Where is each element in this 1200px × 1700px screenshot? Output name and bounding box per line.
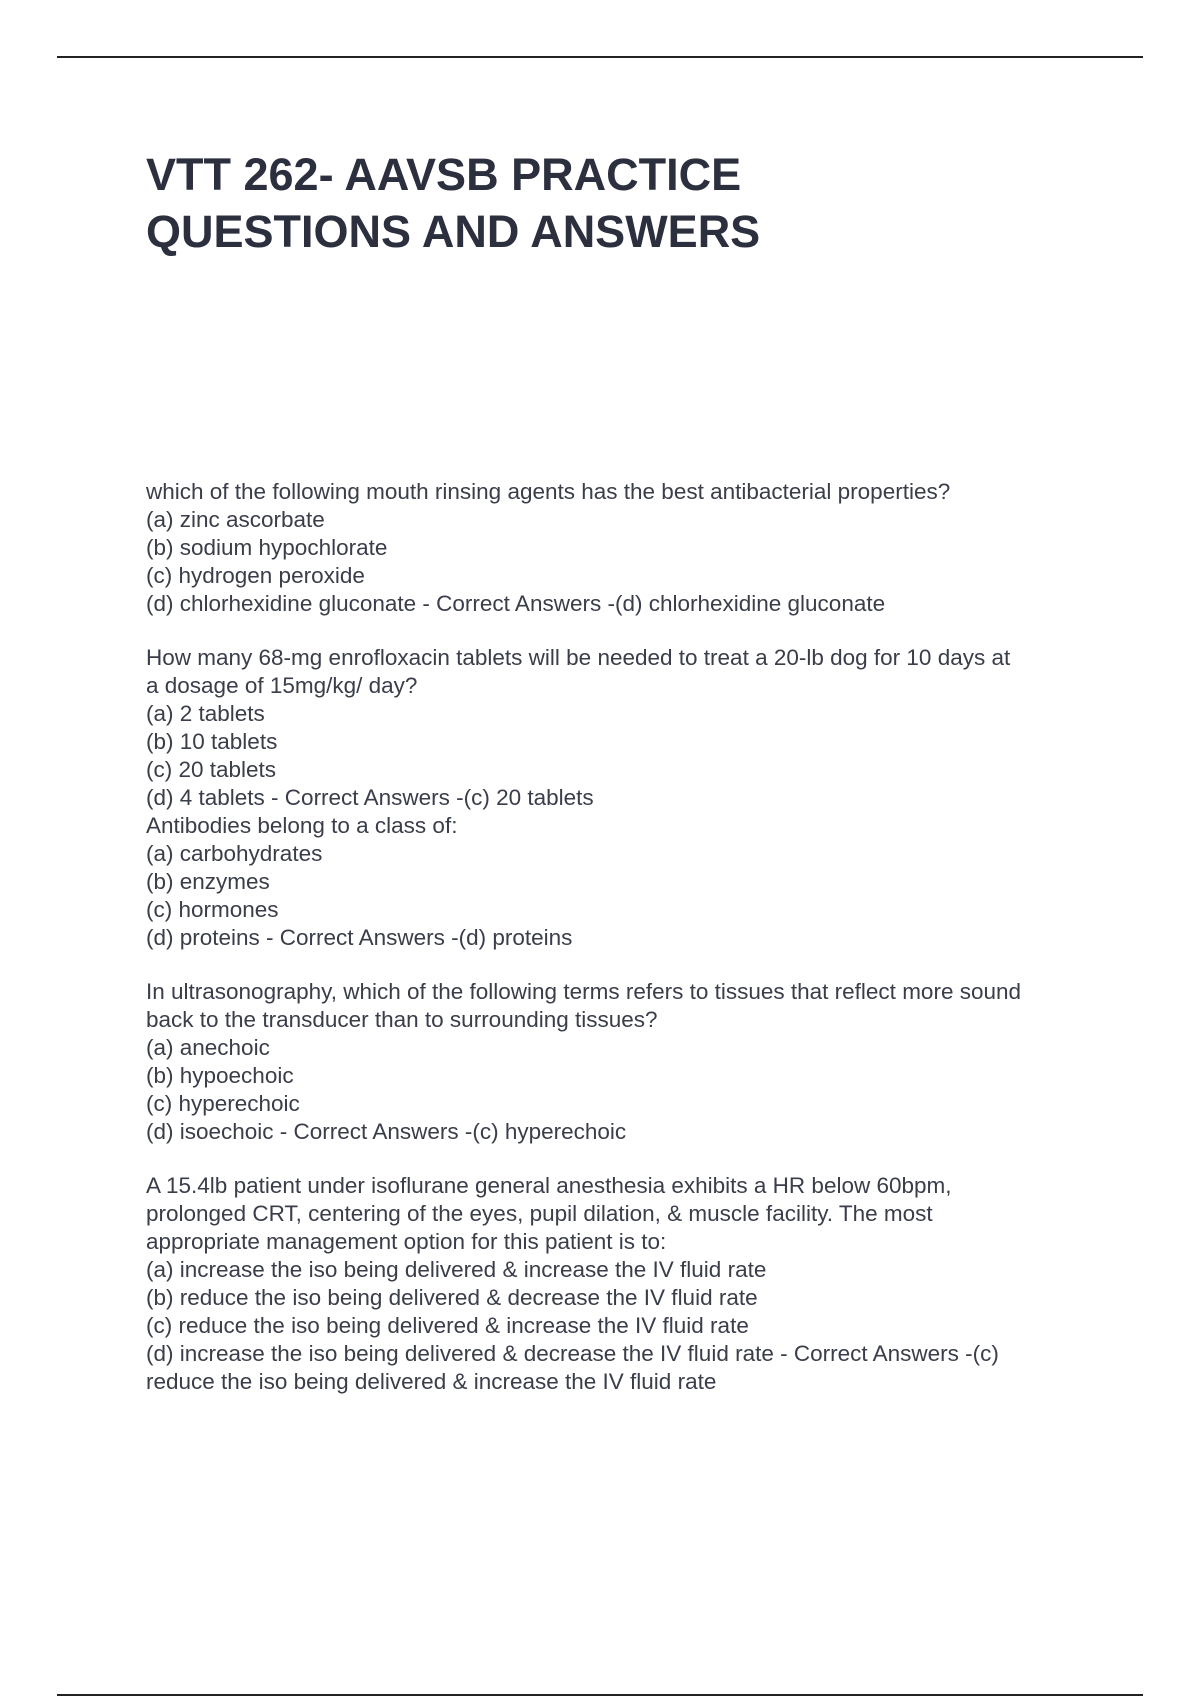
question-block [146,812,1096,952]
answer-option: (c) hyperechoic [146,1091,300,1116]
answer-option: (b) 10 tablets [146,729,278,754]
answer-option-with-correct-answer: (d) isoechoic - Correct Answers -(c) hyperechoic [146,1119,627,1144]
question-block [146,478,1096,618]
answer-option: (c) hormones [146,897,279,922]
question-text: which of the following mouth rinsing agents has the best antibacterial properties? [146,479,951,504]
question-block [146,644,1096,812]
question-text: prolonged CRT, centering of the eyes, pupil dilation, & muscle facility. The most [146,1201,933,1226]
answer-option: (c) 20 tablets [146,757,277,782]
answer-option: (a) increase the iso being delivered & increase the IV fluid rate [146,1257,767,1282]
answer-option: (b) sodium hypochlorate [146,535,388,560]
question-text: back to the transducer than to surrounding tissues? [146,1007,658,1032]
questions-content [146,478,1096,1396]
spacer [146,618,1096,644]
answer-option: (b) enzymes [146,869,270,894]
top-divider [57,56,1143,58]
answer-option: (b) hypoechoic [146,1063,294,1088]
answer-option: (a) carbohydrates [146,841,323,866]
question-text: In ultrasonography, which of the following terms refers to tissues that reflect more sound [146,979,1022,1004]
answer-option: (a) zinc ascorbate [146,507,325,532]
answer-option-with-correct-answer: (d) chlorhexidine gluconate - Correct Answers -(d) chlorhexidine gluconate [146,591,886,616]
spacer [146,1146,1096,1172]
question-block [146,978,1096,1146]
question-text: appropriate management option for this patient is to: [146,1229,667,1254]
answer-option-with-correct-answer: (d) proteins - Correct Answers -(d) proteins [146,925,573,950]
answer-option: (a) 2 tablets [146,701,265,726]
question-text: a dosage of 15mg/kg/ day? [146,673,418,698]
question-text: How many 68-mg enrofloxacin tablets will be needed to treat a 20-lb dog for 10 days at [146,645,1011,670]
page-title [146,146,1106,260]
bottom-divider [57,1694,1143,1696]
answer-option: (c) hydrogen peroxide [146,563,365,588]
question-text: A 15.4lb patient under isoflurane general anesthesia exhibits a HR below 60bpm, [146,1173,952,1198]
question-block [146,1172,1096,1396]
answer-option: (c) reduce the iso being delivered & increase the IV fluid rate [146,1313,749,1338]
answer-option: (a) anechoic [146,1035,270,1060]
answer-option-with-correct-answer: (d) increase the iso being delivered & decrease the IV fluid rate - Correct Answers -(c) [146,1341,999,1366]
title-line-2: QUESTIONS AND ANSWERS [146,206,761,257]
question-text: Antibodies belong to a class of: [146,813,458,838]
correct-answer-continuation: reduce the iso being delivered & increase the IV fluid rate [146,1369,717,1394]
answer-option-with-correct-answer: (d) 4 tablets - Correct Answers -(c) 20 tablets [146,785,594,810]
spacer [146,952,1096,978]
title-line-1: VTT 262- AAVSB PRACTICE [146,149,742,200]
answer-option: (b) reduce the iso being delivered & decrease the IV fluid rate [146,1285,758,1310]
